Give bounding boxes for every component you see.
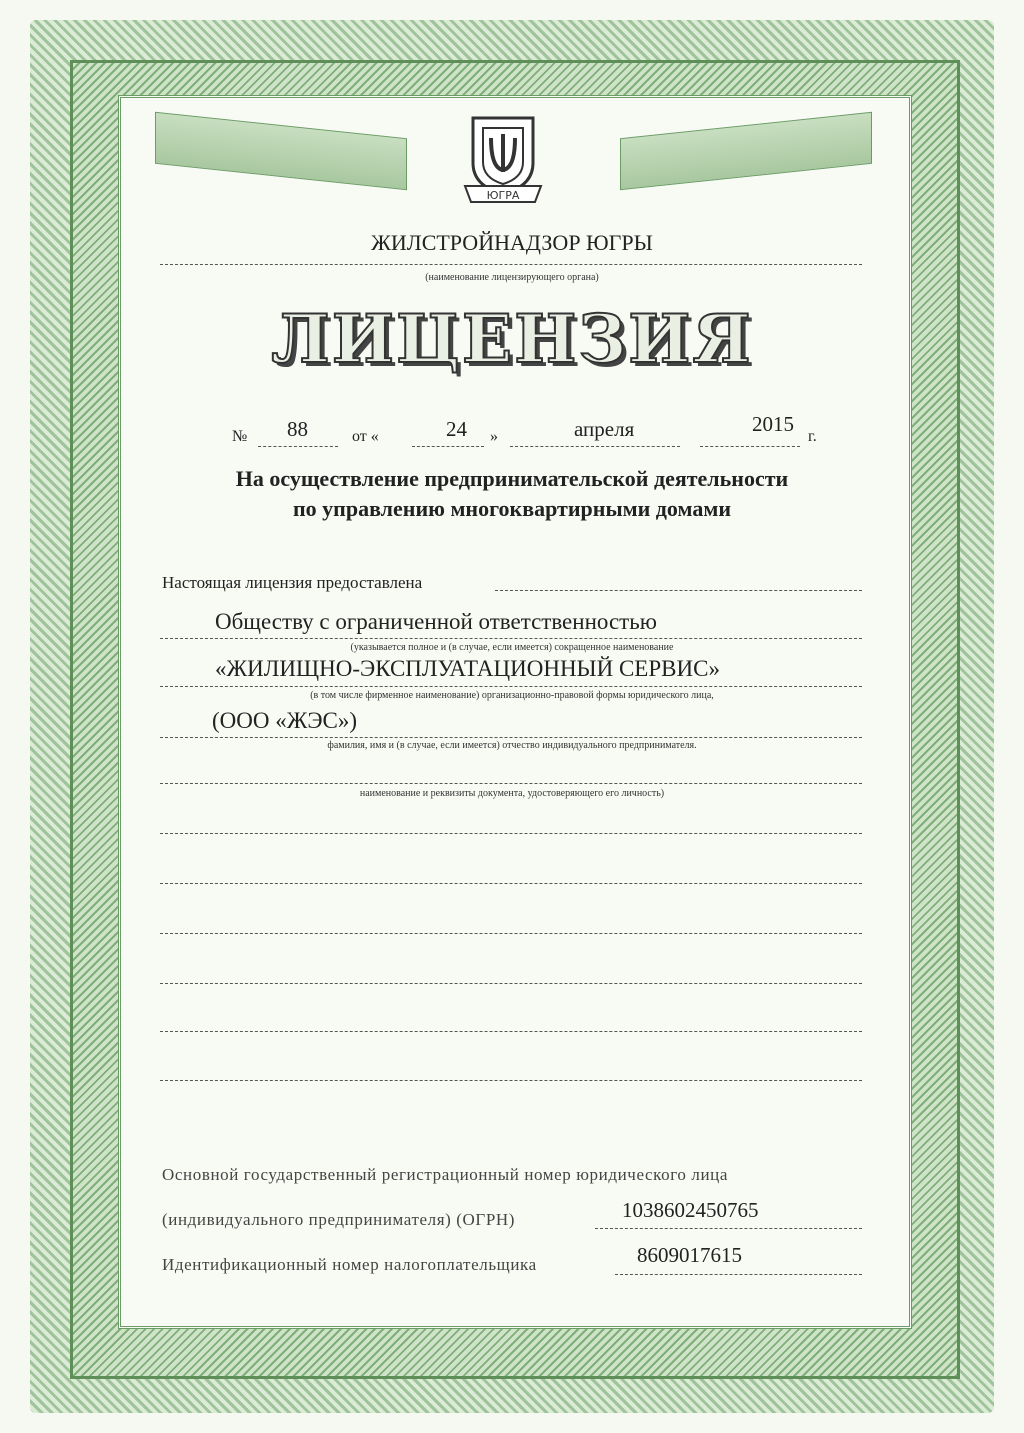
close-quote: » [490, 428, 498, 445]
activity-line-1: На осуществление предпринимательской деятельности [235, 466, 789, 491]
license-number: 88 [287, 417, 308, 441]
caption-4: наименование и реквизиты документа, удостоверяющего его личность) [359, 788, 665, 799]
year-suffix: г. [808, 428, 817, 445]
issue-day: 24 [446, 417, 467, 441]
issue-month: апреля [574, 417, 635, 441]
caption-3: фамилия, имя и (в случае, если имеется) отчество индивидуального предпринимателя. [327, 740, 697, 751]
ogrn-label-1: Основной государственный регистрационный номер юридического лица [162, 1165, 728, 1184]
caption-1: (указывается полное и (в случае, если имеется) сокращенное наименование [350, 642, 674, 653]
authority-name: ЖИЛСТРОЙНАДЗОР ЮГРЫ [371, 230, 653, 255]
activity-line-2: по управлению многоквартирными домами [293, 496, 731, 521]
coat-of-arms-emblem [455, 108, 551, 208]
inn-value: 8609017615 [637, 1243, 742, 1267]
ogrn-label-2: (индивидуального предпринимателя) (ОГРН) [162, 1210, 516, 1229]
emblem-text: ЮГРА [486, 189, 520, 202]
licensee-line-3: (ООО «ЖЭС») [212, 708, 358, 733]
authority-caption: (наименование лицензирующего органа) [425, 272, 599, 283]
caption-2: (в том числе фирменное наименование) организационно-правовой формы юридического лица, [310, 690, 714, 701]
licensee-line-1: Обществу с ограниченной ответственностью [215, 609, 657, 634]
issue-year: 2015 [752, 412, 794, 436]
from-label: от « [352, 428, 379, 445]
document-title: ЛИЦЕНЗИЯ [271, 300, 753, 378]
ogrn-value: 1038602450765 [622, 1198, 759, 1222]
granted-label: Настоящая лицензия предоставлена [162, 573, 423, 592]
inn-label: Идентификационный номер налогоплательщика [162, 1255, 537, 1274]
licensee-line-2: «ЖИЛИЩНО-ЭКСПЛУАТАЦИОННЫЙ СЕРВИС» [215, 656, 720, 681]
number-label: № [232, 428, 248, 445]
